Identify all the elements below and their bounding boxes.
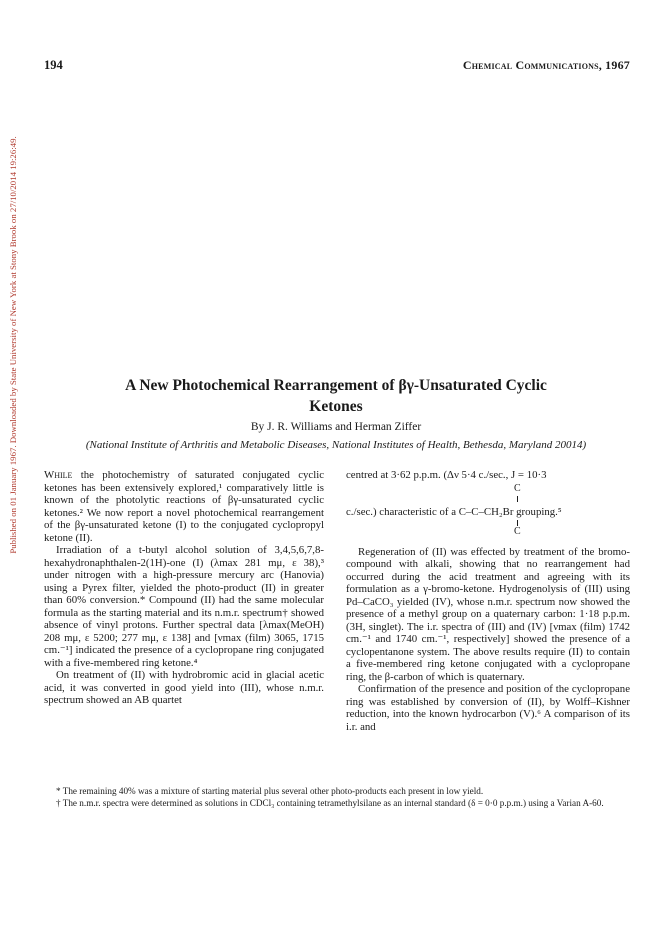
structure-bottom-carbon: C bbox=[514, 526, 521, 537]
title-line-1: A New Photochemical Rearrangement of βγ-Unsaturated Cyclic bbox=[125, 377, 547, 394]
journal-name: Chemical Communications, 1967 bbox=[462, 58, 630, 72]
download-watermark bbox=[6, 92, 20, 598]
drop-word: While bbox=[44, 469, 73, 481]
structure-top-carbon: C bbox=[514, 483, 521, 494]
paragraph-irradiation: Irradiation of a t-butyl alcohol solution of 3,4,5,6,7,8-hexahydronaphthalen-2(1H)-one (I) (λmax 281 mμ, ε 38),³ under nitrogen with a high-pressure mercury arc (Hanovia) using a Pyrex filter, yielded the photo-product (II) in greater than 60% conversion.* Compound (II) had the same molecular formula as the starting material and its n.m.r. spectrum† showed absence of vinyl protons. Further spectral data [λmax(MeOH) 208 mμ, ε 5200; 277 mμ, ε 138] and [νmax (film) 3065, 1715 cm.⁻¹] indicated the presence of a cyclopropane ring conjugated with a five-membered ring ketone.⁴ bbox=[44, 544, 324, 669]
footnote-asterisk: * The remaining 40% was a mixture of starting material plus several other photo-products each present in low yield. bbox=[56, 786, 484, 796]
download-note: Published on 01 January 1967. Downloaded by State University of New York at Stony Brook on 27/10/2014 19:26:49. bbox=[8, 136, 18, 554]
footnote-dagger: † The n.m.r. spectra were determined as solutions in CDCl₃ containing tetramethylsilane as an internal standard (δ = 0·0 p.p.m.) using a Varian A-60. bbox=[56, 798, 604, 808]
article-title bbox=[60, 375, 612, 417]
structure-bond-top bbox=[517, 496, 518, 502]
paragraph-hbr: On treatment of (II) with hydrobromic acid in glacial acetic acid, it was converted in good yield into (III), whose n.m.r. spectrum showed an AB quartet bbox=[44, 669, 324, 706]
running-header bbox=[44, 58, 630, 74]
author-line: By J. R. Williams and Herman Ziffer bbox=[250, 421, 422, 433]
quartet-line: centred at 3·62 p.p.m. (Δν 5·4 c./sec., J = 10·3 bbox=[346, 469, 547, 481]
intro-text: the photochemistry of saturated conjugated cyclic ketones has been extensively explored,¹ comparatively little is known of the photolytic reactions of βγ-unsaturated cyclic ketones.² We now report a novel photochemical rearrangement of the βγ-unsaturated ketone (I) to the conjugated cyclopropyl ketone (II). bbox=[44, 469, 324, 544]
footnotes bbox=[44, 786, 630, 810]
left-column bbox=[44, 469, 324, 707]
paragraph-intro bbox=[44, 469, 324, 544]
grouping-line: c./sec.) characteristic of a C–C–CH₂Br grouping.⁵ bbox=[346, 506, 562, 518]
title-line-2: Ketones bbox=[309, 398, 363, 415]
page-number: 194 bbox=[44, 58, 63, 72]
paragraph-regeneration: Regeneration of (II) was effected by treatment of the bromo-compound with alkali, showing that no rearrangement had occurred during the acid treatment and agreeing with its formulation as a γ-bromo-ketone. Hydrogenolysis of (III) using Pd–CaCO₃ yielded (IV), whose n.m.r. spectrum now showed the presence of a methyl group on a quaternary carbon: 1·18 p.p.m. (3H, singlet). The i.r. spectra of (III) and (IV) [νmax (film) 1742 cm.⁻¹ and 1740 cm.⁻¹, respectively] showed the presence of a cyclopentanone system. The above results require (II) to contain a five-membered ring ketone conjugated with a cyclopropane ring, the β-carbon of which is quaternary. bbox=[346, 545, 630, 683]
affiliation: (National Institute of Arthritis and Metabolic Diseases, National Institutes of Health, Bethesda, Maryland 20014) bbox=[85, 439, 587, 451]
paragraph-confirmation: Confirmation of the presence and position of the cyclopropane ring was established by conversion of (II), by Wolff–Kishner reduction, into the known hydrocarbon (V).⁶ A comparison of its i.r. and bbox=[346, 683, 630, 733]
